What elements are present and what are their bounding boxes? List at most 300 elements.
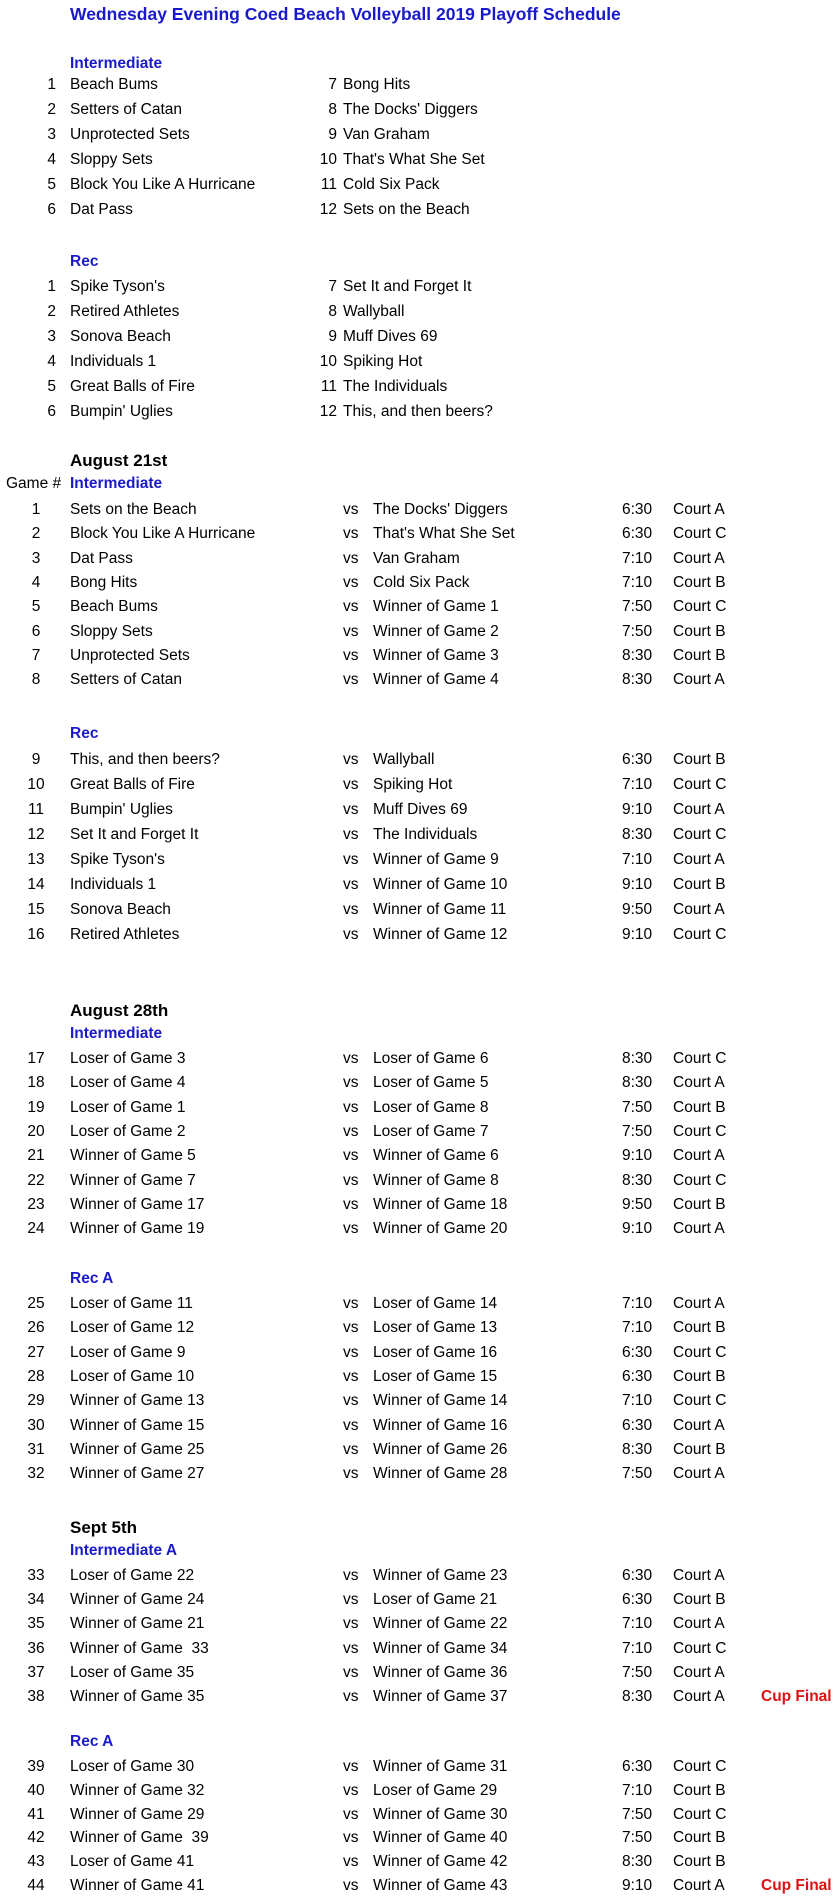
- game-time: 8:30: [622, 1853, 653, 1870]
- versus-label: vs: [343, 1640, 359, 1657]
- versus-label: vs: [343, 826, 359, 843]
- game-time: 8:30: [622, 1688, 653, 1705]
- team-two: The Individuals: [373, 826, 478, 843]
- team-one: Winner of Game 27: [70, 1465, 205, 1482]
- seed-team: Wallyball: [343, 303, 405, 320]
- game-time: 7:10: [622, 851, 653, 868]
- game-row: [0, 1464, 837, 1484]
- game-time: 9:50: [622, 901, 653, 918]
- team-two: Winner of Game 12: [373, 926, 508, 943]
- seed-team: Great Balls of Fire: [70, 378, 195, 395]
- game-time: 8:30: [622, 1074, 653, 1091]
- section-label: Rec: [70, 725, 99, 742]
- game-number: 34: [27, 1591, 45, 1608]
- game-row: [0, 1440, 837, 1460]
- game-row: [0, 900, 837, 920]
- game-number: 30: [27, 1417, 45, 1434]
- team-one: Winner of Game 19: [70, 1220, 205, 1237]
- game-number: 4: [31, 574, 41, 591]
- team-one: Winner of Game 35: [70, 1688, 205, 1705]
- court-name: Court C: [673, 598, 727, 615]
- team-two: Winner of Game 23: [373, 1567, 508, 1584]
- court-name: Court B: [673, 1099, 726, 1116]
- versus-label: vs: [343, 1344, 359, 1361]
- court-name: Court B: [673, 1368, 726, 1385]
- game-time: 7:10: [622, 1640, 653, 1657]
- team-one: Winner of Game 29: [70, 1806, 205, 1823]
- team-one: Block You Like A Hurricane: [70, 525, 256, 542]
- seed-number: 5: [47, 176, 56, 193]
- game-row: [0, 1049, 837, 1069]
- seed-team: Spike Tyson's: [70, 278, 165, 295]
- team-two: Loser of Game 16: [373, 1344, 498, 1361]
- team-one: Sonova Beach: [70, 901, 171, 918]
- game-row: [0, 1687, 837, 1707]
- team-one: Loser of Game 41: [70, 1853, 195, 1870]
- game-number: 31: [27, 1441, 45, 1458]
- game-number-header: Game #: [6, 475, 62, 492]
- game-time: 8:30: [622, 1172, 653, 1189]
- seed-row: [0, 277, 837, 297]
- versus-label: vs: [343, 776, 359, 793]
- game-number: 40: [27, 1782, 45, 1799]
- seed-row: [0, 352, 837, 372]
- court-name: Court A: [673, 1295, 725, 1312]
- team-two: Loser of Game 29: [373, 1782, 498, 1799]
- game-time: 9:10: [622, 926, 653, 943]
- court-name: Court B: [673, 1441, 726, 1458]
- game-time: 7:50: [622, 1829, 653, 1846]
- team-two: Winner of Game 2: [373, 623, 499, 640]
- team-two: Winner of Game 20: [373, 1220, 508, 1237]
- seed-row: [0, 402, 837, 422]
- game-time: 9:50: [622, 1196, 653, 1213]
- game-row: [0, 670, 837, 690]
- seed-number: 12: [319, 201, 337, 218]
- seed-row: [0, 327, 837, 347]
- section-label: Rec A: [70, 1270, 114, 1287]
- game-row: [0, 1073, 837, 1093]
- versus-label: vs: [343, 647, 359, 664]
- team-two: Winner of Game 26: [373, 1441, 508, 1458]
- game-time: 7:50: [622, 1664, 653, 1681]
- court-name: Court C: [673, 1123, 727, 1140]
- seed-number: 1: [47, 278, 56, 295]
- court-name: Court B: [673, 1782, 726, 1799]
- game-row: [0, 1195, 837, 1215]
- seed-team: Muff Dives 69: [343, 328, 438, 345]
- court-name: Court B: [673, 623, 726, 640]
- versus-label: vs: [343, 1591, 359, 1608]
- seed-team: Block You Like A Hurricane: [70, 176, 256, 193]
- game-time: 8:30: [622, 826, 653, 843]
- game-time: 6:30: [622, 1567, 653, 1584]
- game-number: 39: [27, 1758, 45, 1775]
- game-time: 7:10: [622, 1319, 653, 1336]
- game-time: 6:30: [622, 1417, 653, 1434]
- game-time: 8:30: [622, 647, 653, 664]
- versus-label: vs: [343, 1567, 359, 1584]
- court-name: Court A: [673, 1567, 725, 1584]
- seed-team: Spiking Hot: [343, 353, 423, 370]
- team-two: Loser of Game 15: [373, 1368, 498, 1385]
- court-name: Court A: [673, 801, 725, 818]
- court-name: Court A: [673, 1417, 725, 1434]
- versus-label: vs: [343, 1099, 359, 1116]
- game-row: [0, 1122, 837, 1142]
- game-row: [0, 1098, 837, 1118]
- court-name: Court A: [673, 1465, 725, 1482]
- game-number: 26: [27, 1319, 45, 1336]
- versus-label: vs: [343, 1196, 359, 1213]
- team-one: Winner of Game 13: [70, 1392, 205, 1409]
- team-one: Loser of Game 12: [70, 1319, 195, 1336]
- team-one: Loser of Game 4: [70, 1074, 186, 1091]
- seed-number: 11: [320, 378, 337, 395]
- seed-number: 10: [319, 151, 337, 168]
- seed-team: Sonova Beach: [70, 328, 171, 345]
- team-one: Winner of Game 5: [70, 1147, 196, 1164]
- versus-label: vs: [343, 1806, 359, 1823]
- seed-number: 4: [47, 151, 56, 168]
- game-row: [0, 500, 837, 520]
- team-one: Winner of Game 17: [70, 1196, 205, 1213]
- game-row: [0, 1781, 837, 1801]
- seed-number: 8: [328, 101, 337, 118]
- seed-team: Unprotected Sets: [70, 126, 190, 143]
- game-number: 35: [27, 1615, 45, 1632]
- game-row: [0, 597, 837, 617]
- game-time: 8:30: [622, 671, 653, 688]
- game-time: 7:10: [622, 1615, 653, 1632]
- team-two: Winner of Game 37: [373, 1688, 508, 1705]
- versus-label: vs: [343, 1319, 359, 1336]
- game-number: 38: [27, 1688, 45, 1705]
- team-one: Loser of Game 10: [70, 1368, 195, 1385]
- team-one: Loser of Game 9: [70, 1344, 186, 1361]
- team-one: Winner of Game 24: [70, 1591, 205, 1608]
- versus-label: vs: [343, 851, 359, 868]
- seed-row: [0, 377, 837, 397]
- versus-label: vs: [343, 623, 359, 640]
- seed-team: Cold Six Pack: [343, 176, 440, 193]
- seed-number: 8: [328, 303, 337, 320]
- versus-label: vs: [343, 501, 359, 518]
- game-number: 36: [27, 1640, 45, 1657]
- team-two: Winner of Game 34: [373, 1640, 508, 1657]
- game-number: 3: [31, 550, 41, 567]
- game-row: [0, 1757, 837, 1777]
- court-name: Court B: [673, 751, 726, 768]
- versus-label: vs: [343, 1220, 359, 1237]
- team-two: Winner of Game 8: [373, 1172, 499, 1189]
- game-number: 33: [27, 1567, 45, 1584]
- section-label: Intermediate: [70, 1025, 163, 1042]
- game-time: 6:30: [622, 1344, 653, 1361]
- court-name: Court C: [673, 1806, 727, 1823]
- team-two: Winner of Game 30: [373, 1806, 508, 1823]
- team-two: Winner of Game 10: [373, 876, 508, 893]
- team-two: Winner of Game 22: [373, 1615, 508, 1632]
- team-one: Winner of Game 7: [70, 1172, 196, 1189]
- court-name: Court C: [673, 1344, 727, 1361]
- game-time: 7:10: [622, 1782, 653, 1799]
- game-time: 9:10: [622, 876, 653, 893]
- game-time: 8:30: [622, 1050, 653, 1067]
- game-row: [0, 1828, 837, 1848]
- team-one: Loser of Game 1: [70, 1099, 186, 1116]
- court-name: Court C: [673, 1640, 727, 1657]
- seed-number: 7: [328, 76, 337, 93]
- seed-number: 3: [47, 328, 56, 345]
- seed-team: Set It and Forget It: [343, 278, 472, 295]
- game-time: 9:10: [622, 1877, 653, 1894]
- game-number: 17: [27, 1050, 45, 1067]
- team-two: Loser of Game 14: [373, 1295, 498, 1312]
- game-row: [0, 1367, 837, 1387]
- court-name: Court A: [673, 851, 725, 868]
- game-row: [0, 1852, 837, 1872]
- seed-number: 10: [319, 353, 337, 370]
- court-name: Court B: [673, 1853, 726, 1870]
- team-two: Muff Dives 69: [373, 801, 468, 818]
- page-title: Wednesday Evening Coed Beach Volleyball 2019 Playoff Schedule: [70, 4, 621, 24]
- court-name: Court B: [673, 1591, 726, 1608]
- game-row: [0, 1391, 837, 1411]
- team-one: Dat Pass: [70, 550, 133, 567]
- game-number: 15: [27, 901, 45, 918]
- game-number: 27: [27, 1344, 45, 1361]
- game-number: 16: [27, 926, 45, 943]
- team-one: Sloppy Sets: [70, 623, 153, 640]
- seed-number: 7: [328, 278, 337, 295]
- game-time: 7:10: [622, 550, 653, 567]
- court-name: Court A: [673, 1220, 725, 1237]
- team-two: Wallyball: [373, 751, 435, 768]
- game-number: 9: [31, 751, 41, 768]
- seed-number: 6: [47, 201, 56, 218]
- game-number: 43: [27, 1853, 45, 1870]
- cup-final-label: Cup Final: [761, 1877, 832, 1894]
- game-row: [0, 925, 837, 945]
- game-row: [0, 800, 837, 820]
- game-time: 9:10: [622, 1220, 653, 1237]
- game-row: [0, 775, 837, 795]
- team-two: Loser of Game 6: [373, 1050, 489, 1067]
- versus-label: vs: [343, 1074, 359, 1091]
- game-number: 8: [31, 671, 41, 688]
- team-two: Loser of Game 8: [373, 1099, 489, 1116]
- court-name: Court A: [673, 1877, 725, 1894]
- versus-label: vs: [343, 876, 359, 893]
- court-name: Court A: [673, 550, 725, 567]
- seed-team: This, and then beers?: [343, 403, 493, 420]
- court-name: Court A: [673, 1688, 725, 1705]
- court-name: Court B: [673, 1196, 726, 1213]
- versus-label: vs: [343, 1615, 359, 1632]
- versus-label: vs: [343, 1664, 359, 1681]
- game-time: 6:30: [622, 1758, 653, 1775]
- seed-number: 4: [47, 353, 56, 370]
- seed-team: Setters of Catan: [70, 101, 183, 118]
- team-one: Bong Hits: [70, 574, 138, 591]
- game-time: 7:50: [622, 1123, 653, 1140]
- team-one: Loser of Game 3: [70, 1050, 186, 1067]
- versus-label: vs: [343, 574, 359, 591]
- game-row: [0, 1416, 837, 1436]
- seed-group-label: Intermediate: [70, 55, 163, 72]
- game-number: 44: [27, 1877, 45, 1894]
- team-one: Loser of Game 35: [70, 1664, 195, 1681]
- team-one: Retired Athletes: [70, 926, 180, 943]
- seed-row: [0, 75, 837, 95]
- team-two: Winner of Game 42: [373, 1853, 508, 1870]
- game-number: 42: [27, 1829, 45, 1846]
- date-heading: Sept 5th: [70, 1518, 138, 1537]
- seed-number: 12: [319, 403, 337, 420]
- game-time: 6:30: [622, 751, 653, 768]
- seed-number: 1: [47, 76, 56, 93]
- court-name: Court C: [673, 525, 727, 542]
- game-row: [0, 825, 837, 845]
- game-time: 7:50: [622, 598, 653, 615]
- versus-label: vs: [343, 525, 359, 542]
- team-one: This, and then beers?: [70, 751, 220, 768]
- versus-label: vs: [343, 1368, 359, 1385]
- team-two: Winner of Game 40: [373, 1829, 508, 1846]
- seed-number: 6: [47, 403, 56, 420]
- game-row: [0, 1614, 837, 1634]
- team-two: Winner of Game 6: [373, 1147, 499, 1164]
- seed-number: 5: [47, 378, 56, 395]
- game-row: [0, 1343, 837, 1363]
- team-two: Winner of Game 16: [373, 1417, 508, 1434]
- game-time: 6:30: [622, 1591, 653, 1608]
- team-two: Winner of Game 4: [373, 671, 499, 688]
- game-time: 7:50: [622, 1465, 653, 1482]
- court-name: Court B: [673, 647, 726, 664]
- court-name: Court A: [673, 1147, 725, 1164]
- seed-row: [0, 150, 837, 170]
- game-row: [0, 1146, 837, 1166]
- game-row: [0, 524, 837, 544]
- team-one: Loser of Game 2: [70, 1123, 186, 1140]
- game-row: [0, 1590, 837, 1610]
- game-number: 7: [31, 647, 41, 664]
- team-two: That's What She Set: [373, 525, 515, 542]
- game-row: [0, 549, 837, 569]
- game-row: [0, 1294, 837, 1314]
- game-number: 6: [31, 623, 41, 640]
- seed-number: 3: [47, 126, 56, 143]
- court-name: Court B: [673, 1829, 726, 1846]
- team-one: Spike Tyson's: [70, 851, 165, 868]
- versus-label: vs: [343, 1295, 359, 1312]
- versus-label: vs: [343, 598, 359, 615]
- seed-number: 11: [320, 176, 337, 193]
- game-number: 5: [31, 598, 41, 615]
- versus-label: vs: [343, 801, 359, 818]
- game-time: 7:10: [622, 776, 653, 793]
- seed-team: Beach Bums: [70, 76, 158, 93]
- game-number: 21: [27, 1147, 45, 1164]
- team-two: The Docks' Diggers: [373, 501, 508, 518]
- seed-row: [0, 200, 837, 220]
- seed-row: [0, 125, 837, 145]
- seed-team: Sets on the Beach: [343, 201, 470, 218]
- cup-final-label: Cup Final: [761, 1688, 832, 1705]
- court-name: Court B: [673, 876, 726, 893]
- seed-row: [0, 175, 837, 195]
- versus-label: vs: [343, 1877, 359, 1894]
- game-number: 28: [27, 1368, 45, 1385]
- game-number: 14: [27, 876, 45, 893]
- game-row: [0, 1318, 837, 1338]
- date-heading: August 21st: [70, 451, 168, 470]
- team-one: Individuals 1: [70, 876, 157, 893]
- game-number: 24: [27, 1220, 45, 1237]
- game-number: 13: [27, 851, 45, 868]
- versus-label: vs: [343, 1417, 359, 1434]
- seed-team: Bumpin' Uglies: [70, 403, 173, 420]
- versus-label: vs: [343, 901, 359, 918]
- team-two: Winner of Game 28: [373, 1465, 508, 1482]
- versus-label: vs: [343, 1688, 359, 1705]
- versus-label: vs: [343, 1441, 359, 1458]
- team-two: Winner of Game 36: [373, 1664, 508, 1681]
- game-number: 25: [27, 1295, 45, 1312]
- seed-team: Bong Hits: [343, 76, 411, 93]
- seed-team: The Individuals: [343, 378, 448, 395]
- game-row: [0, 622, 837, 642]
- game-time: 9:10: [622, 1147, 653, 1164]
- game-number: 20: [27, 1123, 45, 1140]
- court-name: Court C: [673, 826, 727, 843]
- team-one: Winner of Game 21: [70, 1615, 205, 1632]
- team-one: Winner of Game 33: [70, 1640, 209, 1657]
- team-one: Setters of Catan: [70, 671, 183, 688]
- versus-label: vs: [343, 1853, 359, 1870]
- versus-label: vs: [343, 751, 359, 768]
- team-one: Loser of Game 30: [70, 1758, 195, 1775]
- team-one: Great Balls of Fire: [70, 776, 195, 793]
- game-time: 7:50: [622, 623, 653, 640]
- court-name: Court A: [673, 1664, 725, 1681]
- versus-label: vs: [343, 926, 359, 943]
- seed-team: Van Graham: [343, 126, 430, 143]
- court-name: Court C: [673, 1758, 727, 1775]
- team-two: Loser of Game 13: [373, 1319, 498, 1336]
- game-number: 23: [27, 1196, 45, 1213]
- team-one: Unprotected Sets: [70, 647, 190, 664]
- team-one: Winner of Game 41: [70, 1877, 205, 1894]
- game-row: [0, 1639, 837, 1659]
- team-two: Winner of Game 18: [373, 1196, 508, 1213]
- versus-label: vs: [343, 1392, 359, 1409]
- game-number: 22: [27, 1172, 45, 1189]
- team-one: Winner of Game 25: [70, 1441, 205, 1458]
- game-number: 37: [27, 1664, 45, 1681]
- game-row: [0, 1219, 837, 1239]
- team-one: Winner of Game 32: [70, 1782, 205, 1799]
- team-two: Loser of Game 5: [373, 1074, 489, 1091]
- game-time: 7:50: [622, 1806, 653, 1823]
- team-one: Sets on the Beach: [70, 501, 197, 518]
- versus-label: vs: [343, 1782, 359, 1799]
- seed-team: Individuals 1: [70, 353, 157, 370]
- court-name: Court A: [673, 1615, 725, 1632]
- team-one: Beach Bums: [70, 598, 158, 615]
